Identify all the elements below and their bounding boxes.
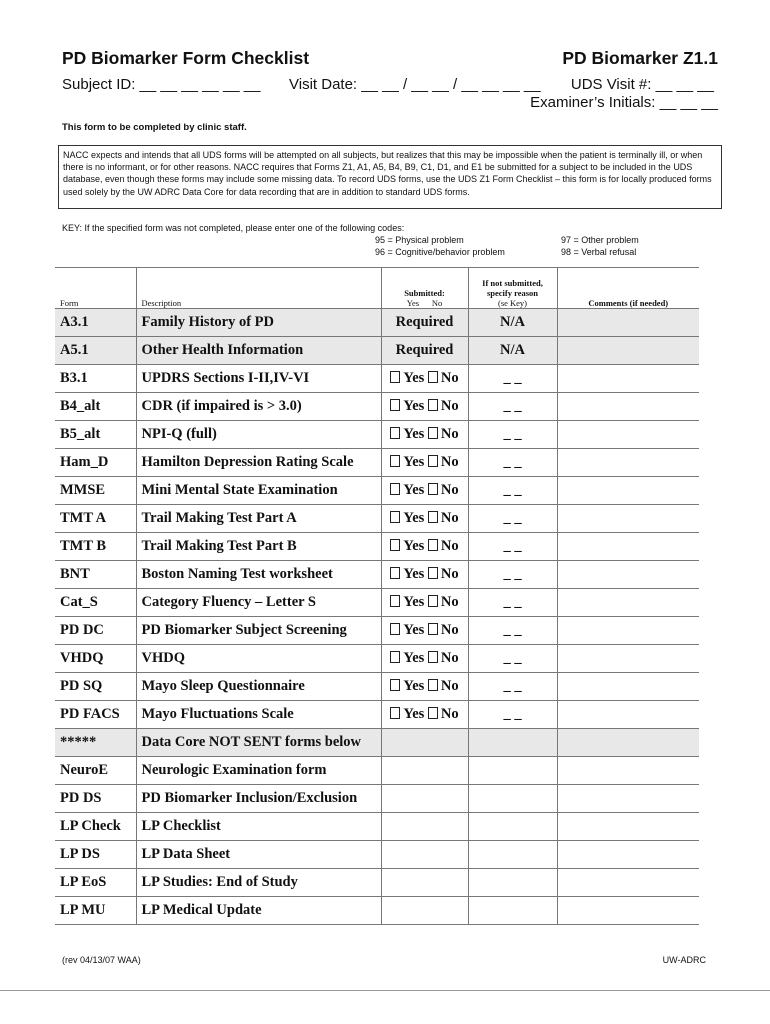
reason-blank[interactable]: _ _: [503, 650, 522, 666]
row-description: UPDRS Sections I-II,IV-VI: [136, 365, 381, 393]
yes-checkbox[interactable]: [390, 679, 400, 691]
reason-blank[interactable]: _ _: [503, 370, 522, 386]
row-form-code: LP DS: [55, 841, 136, 869]
row-description: LP Data Sheet: [136, 841, 381, 869]
key-codes-left: [375, 235, 505, 258]
row-description: Other Health Information: [136, 337, 381, 365]
row-submitted: [381, 869, 468, 897]
row-comments[interactable]: [557, 757, 699, 785]
yes-label: Yes: [403, 370, 425, 386]
row-comments[interactable]: [557, 393, 699, 421]
reason-blank[interactable]: _ _: [503, 566, 522, 582]
reason-blank[interactable]: _ _: [503, 454, 522, 470]
row-submitted: [381, 785, 468, 813]
table-row: [55, 701, 699, 729]
yes-label: Yes: [403, 538, 425, 554]
row-description: Mayo Sleep Questionnaire: [136, 673, 381, 701]
row-submitted: [381, 617, 468, 645]
row-form-code: A3.1: [55, 309, 136, 337]
yes-checkbox[interactable]: [390, 371, 400, 383]
header-reason: [468, 268, 557, 309]
row-form-code: TMT B: [55, 533, 136, 561]
row-submitted: [381, 673, 468, 701]
reason-blank[interactable]: _ _: [503, 706, 522, 722]
row-reason: [468, 897, 557, 925]
row-reason: [468, 449, 557, 477]
yes-checkbox[interactable]: [390, 567, 400, 579]
org-footer: UW-ADRC: [662, 955, 706, 965]
row-submitted: [381, 533, 468, 561]
table-row: [55, 869, 699, 897]
table-row: [55, 813, 699, 841]
form-title: PD Biomarker Form Checklist: [62, 48, 310, 68]
row-comments[interactable]: [557, 505, 699, 533]
row-submitted: [381, 701, 468, 729]
row-comments[interactable]: [557, 337, 699, 365]
yes-label: Yes: [403, 566, 425, 582]
no-label: No: [440, 566, 459, 582]
row-comments[interactable]: [557, 785, 699, 813]
no-checkbox[interactable]: [428, 399, 438, 411]
header-submitted-label: Submitted:: [404, 288, 445, 298]
no-checkbox[interactable]: [428, 427, 438, 439]
row-submitted: [381, 505, 468, 533]
row-form-code: PD DS: [55, 785, 136, 813]
yes-checkbox[interactable]: [390, 399, 400, 411]
yes-label: Yes: [403, 426, 425, 442]
row-reason: [468, 617, 557, 645]
no-checkbox[interactable]: [428, 539, 438, 551]
no-checkbox[interactable]: [428, 707, 438, 719]
row-form-code: PD DC: [55, 617, 136, 645]
no-label: No: [440, 510, 459, 526]
yes-checkbox[interactable]: [390, 483, 400, 495]
header-submitted: [381, 268, 468, 309]
header-reason-2: specify reason: [486, 288, 539, 298]
no-label: No: [440, 678, 459, 694]
row-description: VHDQ: [136, 645, 381, 673]
key-codes-right: [561, 235, 639, 258]
no-label: No: [440, 622, 459, 638]
row-form-code: VHDQ: [55, 645, 136, 673]
row-form-code: A5.1: [55, 337, 136, 365]
row-submitted: [381, 365, 468, 393]
code-96: 96 = Cognitive/behavior problem: [375, 246, 505, 257]
row-submitted: [381, 757, 468, 785]
row-comments[interactable]: [557, 813, 699, 841]
yes-label: Yes: [403, 454, 425, 470]
row-description: Neurologic Examination form: [136, 757, 381, 785]
no-label: No: [440, 426, 459, 442]
table-row: [55, 897, 699, 925]
table-row: [55, 365, 699, 393]
row-submitted: [381, 561, 468, 589]
row-description: PD Biomarker Inclusion/Exclusion: [136, 785, 381, 813]
no-checkbox[interactable]: [428, 679, 438, 691]
yes-checkbox[interactable]: [390, 623, 400, 635]
row-comments[interactable]: [557, 897, 699, 925]
yes-checkbox[interactable]: [390, 511, 400, 523]
row-comments[interactable]: [557, 841, 699, 869]
table-row: [55, 785, 699, 813]
row-reason: [468, 645, 557, 673]
row-description: PD Biomarker Subject Screening: [136, 617, 381, 645]
row-form-code: B3.1: [55, 365, 136, 393]
row-reason: [468, 729, 557, 757]
no-checkbox[interactable]: [428, 455, 438, 467]
key-intro: KEY: If the specified form was not completed, please enter one of the following codes:: [62, 223, 405, 233]
row-reason: [468, 701, 557, 729]
reason-blank[interactable]: _ _: [503, 482, 522, 498]
row-comments[interactable]: [557, 645, 699, 673]
table-row: [55, 393, 699, 421]
row-submitted: Required: [381, 337, 468, 365]
row-reason: N/A: [468, 309, 557, 337]
yes-label: Yes: [403, 678, 425, 694]
row-description: Trail Making Test Part A: [136, 505, 381, 533]
row-reason: [468, 421, 557, 449]
yes-label: Yes: [403, 650, 425, 666]
table-row: [55, 617, 699, 645]
row-form-code: *****: [55, 729, 136, 757]
row-comments[interactable]: [557, 365, 699, 393]
reason-blank[interactable]: _ _: [503, 678, 522, 694]
table-body: [55, 309, 699, 925]
row-comments[interactable]: [557, 421, 699, 449]
row-form-code: B5_alt: [55, 421, 136, 449]
reason-blank[interactable]: _ _: [503, 594, 522, 610]
row-submitted: [381, 897, 468, 925]
row-description: Hamilton Depression Rating Scale: [136, 449, 381, 477]
row-reason: [468, 561, 557, 589]
row-comments[interactable]: [557, 477, 699, 505]
row-description: Data Core NOT SENT forms below: [136, 729, 381, 757]
table-row: [55, 589, 699, 617]
form-code: PD Biomarker Z1.1: [562, 48, 718, 68]
table-row: [55, 561, 699, 589]
row-comments[interactable]: [557, 561, 699, 589]
table-row: [55, 421, 699, 449]
table-row: [55, 337, 699, 365]
revision-footer: (rev 04/13/07 WAA): [62, 955, 141, 965]
no-checkbox[interactable]: [428, 595, 438, 607]
row-form-code: B4_alt: [55, 393, 136, 421]
row-reason: [468, 785, 557, 813]
row-submitted: [381, 729, 468, 757]
reason-blank[interactable]: _ _: [503, 510, 522, 526]
row-form-code: MMSE: [55, 477, 136, 505]
row-reason: [468, 477, 557, 505]
no-checkbox[interactable]: [428, 511, 438, 523]
row-comments[interactable]: [557, 869, 699, 897]
no-label: No: [440, 594, 459, 610]
row-description: CDR (if impaired is > 3.0): [136, 393, 381, 421]
yes-label: Yes: [403, 594, 425, 610]
row-form-code: TMT A: [55, 505, 136, 533]
header-comments: Comments (if needed): [557, 268, 699, 309]
reason-blank[interactable]: _ _: [503, 538, 522, 554]
row-form-code: LP Check: [55, 813, 136, 841]
row-form-code: LP MU: [55, 897, 136, 925]
row-form-code: PD FACS: [55, 701, 136, 729]
header-form: Form: [55, 268, 136, 309]
row-description: NPI-Q (full): [136, 421, 381, 449]
yes-checkbox[interactable]: [390, 595, 400, 607]
header-reason-3: (se Key): [497, 298, 528, 308]
row-submitted: [381, 393, 468, 421]
examiner-initials-field[interactable]: Examiner’s Initials: __ __ __: [530, 94, 718, 111]
table-header-row: [55, 268, 699, 309]
code-95: 95 = Physical problem: [375, 235, 464, 245]
row-submitted: [381, 421, 468, 449]
no-checkbox[interactable]: [428, 651, 438, 663]
row-description: LP Medical Update: [136, 897, 381, 925]
row-submitted: [381, 841, 468, 869]
yes-checkbox[interactable]: [390, 539, 400, 551]
yes-label: Yes: [403, 398, 425, 414]
row-form-code: NeuroE: [55, 757, 136, 785]
table-row: [55, 645, 699, 673]
row-reason: [468, 505, 557, 533]
table-row: [55, 505, 699, 533]
row-reason: [468, 393, 557, 421]
row-description: Mayo Fluctuations Scale: [136, 701, 381, 729]
row-reason: [468, 533, 557, 561]
row-description: Mini Mental State Examination: [136, 477, 381, 505]
uds-visit-field[interactable]: UDS Visit #: __ __ __: [570, 76, 714, 93]
row-description: LP Studies: End of Study: [136, 869, 381, 897]
row-submitted: [381, 589, 468, 617]
row-submitted: Required: [381, 309, 468, 337]
nacc-info-box: NACC expects and intends that all UDS forms will be attempted on all subjects, but realizes that this may be impossible when the patient is terminally ill, or when there is no informant, or for other reasons. NACC requires that Forms Z1, A1, A5, B4, B9, C1, D1, and E1 be submitted for a subject to be included in the UDS database, even though these forms may include some missing data. To record UDS forms, use the UDS Z1 Form Checklist – this form is for locally produced forms used solely by the UW ADRC Data Core for data recording that are in addition to standard UDS forms.: [58, 145, 722, 209]
page-bottom-rule: [0, 990, 770, 991]
row-form-code: PD SQ: [55, 673, 136, 701]
no-label: No: [440, 454, 459, 470]
row-description: Trail Making Test Part B: [136, 533, 381, 561]
table-row: [55, 449, 699, 477]
row-reason: [468, 673, 557, 701]
table-row: [55, 757, 699, 785]
header-yes-no: Yes No: [406, 298, 443, 308]
row-form-code: BNT: [55, 561, 136, 589]
row-comments[interactable]: [557, 309, 699, 337]
row-comments[interactable]: [557, 617, 699, 645]
no-label: No: [440, 482, 459, 498]
row-reason: [468, 813, 557, 841]
yes-checkbox[interactable]: [390, 707, 400, 719]
yes-checkbox[interactable]: [390, 651, 400, 663]
table-row: [55, 729, 699, 757]
yes-label: Yes: [403, 510, 425, 526]
yes-checkbox[interactable]: [390, 455, 400, 467]
yes-label: Yes: [403, 482, 425, 498]
row-description: LP Checklist: [136, 813, 381, 841]
row-comments[interactable]: [557, 701, 699, 729]
code-97: 97 = Other problem: [561, 235, 639, 245]
row-comments: [557, 729, 699, 757]
row-form-code: Ham_D: [55, 449, 136, 477]
yes-label: Yes: [403, 622, 425, 638]
row-submitted: [381, 813, 468, 841]
subject-id-field[interactable]: Subject ID: __ __ __ __ __ __: [62, 76, 261, 93]
row-comments[interactable]: [557, 589, 699, 617]
visit-date-field[interactable]: Visit Date: __ __ / __ __ / __ __ __ __: [289, 76, 541, 93]
row-comments[interactable]: [557, 673, 699, 701]
row-reason: [468, 869, 557, 897]
row-form-code: LP EoS: [55, 869, 136, 897]
completion-note: This form to be completed by clinic staff.: [62, 122, 247, 133]
no-label: No: [440, 706, 459, 722]
reason-blank[interactable]: _ _: [503, 398, 522, 414]
row-reason: [468, 757, 557, 785]
row-comments[interactable]: [557, 533, 699, 561]
header-description: Description: [136, 268, 381, 309]
reason-blank[interactable]: _ _: [503, 426, 522, 442]
yes-checkbox[interactable]: [390, 427, 400, 439]
row-reason: [468, 589, 557, 617]
no-label: No: [440, 370, 459, 386]
code-98: 98 = Verbal refusal: [561, 246, 637, 257]
yes-label: Yes: [403, 706, 425, 722]
table-row: [55, 841, 699, 869]
no-label: No: [440, 538, 459, 554]
row-form-code: Cat_S: [55, 589, 136, 617]
table-row: [55, 477, 699, 505]
row-reason: [468, 841, 557, 869]
no-checkbox[interactable]: [428, 371, 438, 383]
row-comments[interactable]: [557, 449, 699, 477]
table-row: [55, 533, 699, 561]
row-description: Boston Naming Test worksheet: [136, 561, 381, 589]
table-row: [55, 309, 699, 337]
no-checkbox[interactable]: [428, 623, 438, 635]
row-description: Family History of PD: [136, 309, 381, 337]
row-submitted: [381, 449, 468, 477]
no-label: No: [440, 650, 459, 666]
row-reason: N/A: [468, 337, 557, 365]
row-reason: [468, 365, 557, 393]
row-description: Category Fluency – Letter S: [136, 589, 381, 617]
form-checklist-table: [55, 267, 699, 925]
header-reason-1: If not submitted,: [482, 278, 543, 288]
no-checkbox[interactable]: [428, 483, 438, 495]
row-submitted: [381, 477, 468, 505]
row-submitted: [381, 645, 468, 673]
no-checkbox[interactable]: [428, 567, 438, 579]
table-row: [55, 673, 699, 701]
no-label: No: [440, 398, 459, 414]
reason-blank[interactable]: _ _: [503, 622, 522, 638]
